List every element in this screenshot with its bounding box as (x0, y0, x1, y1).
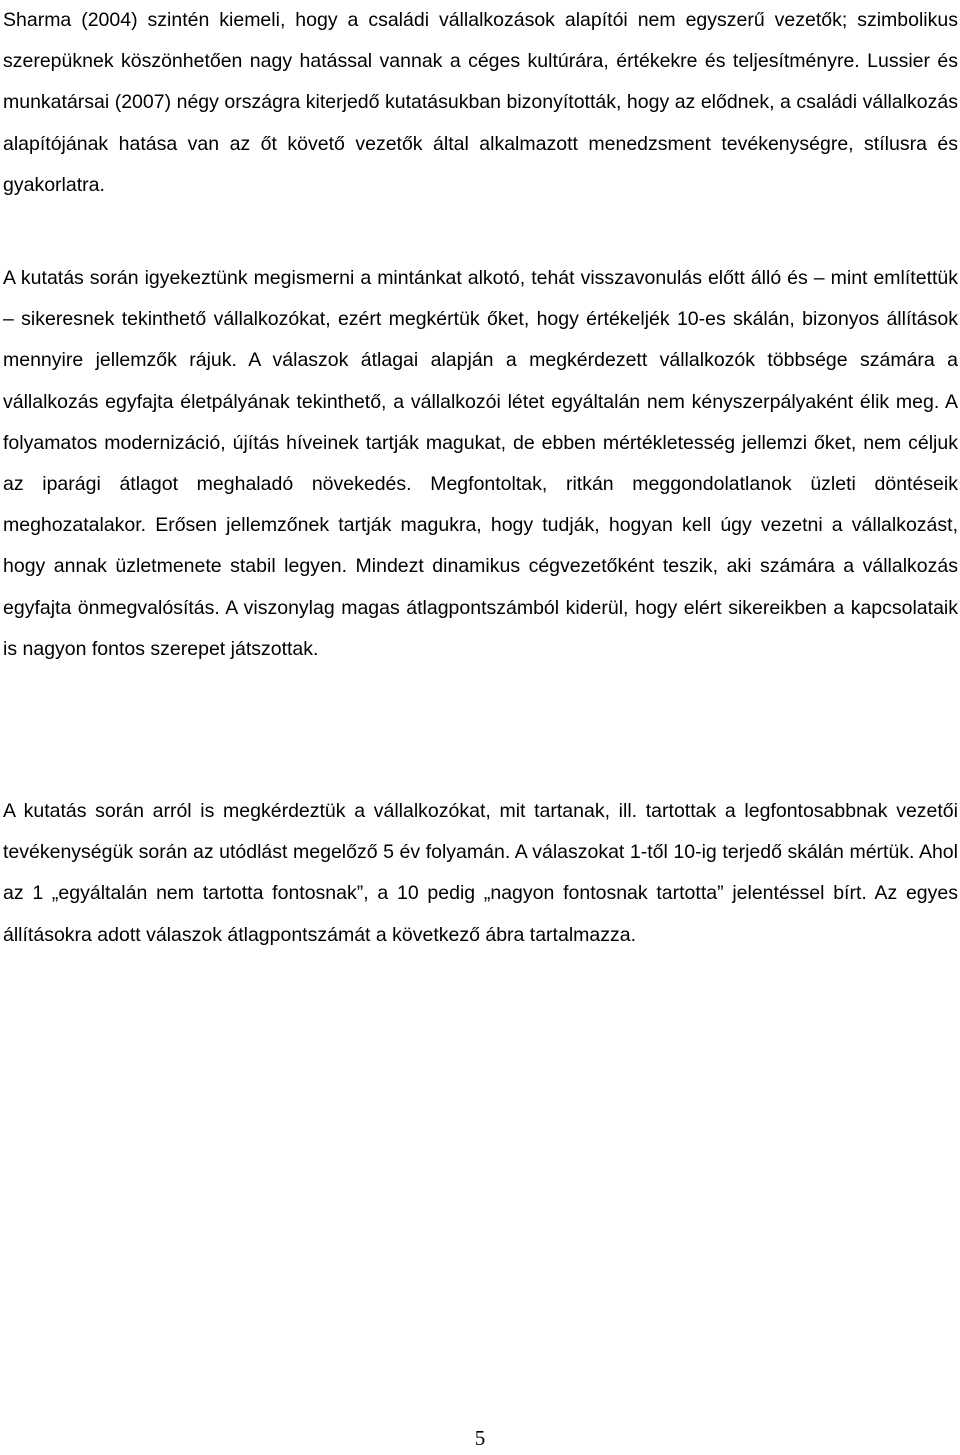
paragraph-founder-influence: Sharma (2004) szintén kiemeli, hogy a családi vállalkozások alapítói nem egyszerű vezetők; szimbolikus szerepüknek köszönhetően nagy hatással vannak a céges kultúrára, értékekre és teljesítményre. Lussier és munkatársai (2007) négy országra kiterjedő kutatásukban bizonyították, hogy az elődnek, a családi vállalkozás alapítójának hatása van az őt követő vezetők által alkalmazott menedzsment tevékenységre, stílusra és gyakorlatra. (3, 9, 958, 196)
page-number: 5 (474, 1426, 486, 1450)
paragraph-entrepreneur-self-assessment: A kutatás során igyekeztünk megismerni a mintánkat alkotó, tehát visszavonulás előtt álló és – mint említettük – sikeresnek tekinthető vállalkozókat, ezért megkértük őket, hogy értékeljék 10-es skálán, bizonyos állítások mennyire jellemzők rájuk. A válaszok átlagai alapján a megkérdezett vállalkozók többsége számára a vállalkozás egyfajta életpályának tekinthető, a vállalkozói létet egyáltalán nem kényszerpályaként élik meg. A folyamatos modernizáció, újítás híveinek tartják magukat, de ebben mértékletesség jellemzi őket, nem céljuk az iparági átlagot meghaladó növekedés. Megfontoltak, ritkán meggondolatlanok üzleti döntéseik meghozatalakor. Erősen jellemzőnek tartják magukra, hogy tudják, hogyan kell úgy vezetni a vállalkozást, hogy annak üzletmenete stabil legyen. Mindezt dinamikus cégvezetőként teszik, aki számára a vállalkozás egyfajta önmegvalósítás. A viszonylag magas átlagpontszámból kiderül, hogy elért sikereikben a kapcsolataik is nagyon fontos szerepet játszottak. (3, 267, 958, 660)
paragraph-leadership-priorities: A kutatás során arról is megkérdeztük a vállalkozókat, mit tartanak, ill. tartottak a legfontosabbnak vezetői tevékenységük során az utódlást megelőző 5 év folyamán. A válaszokat 1-től 10-ig terjedő skálán mértük. Ahol az 1 „egyáltalán nem tartotta fontosnak”, a 10 pedig „nagyon fontosnak tartotta” jelentéssel bírt. Az egyes állításokra adott válaszok átlagpontszámát a következő ábra tartalmazza. (3, 800, 958, 946)
